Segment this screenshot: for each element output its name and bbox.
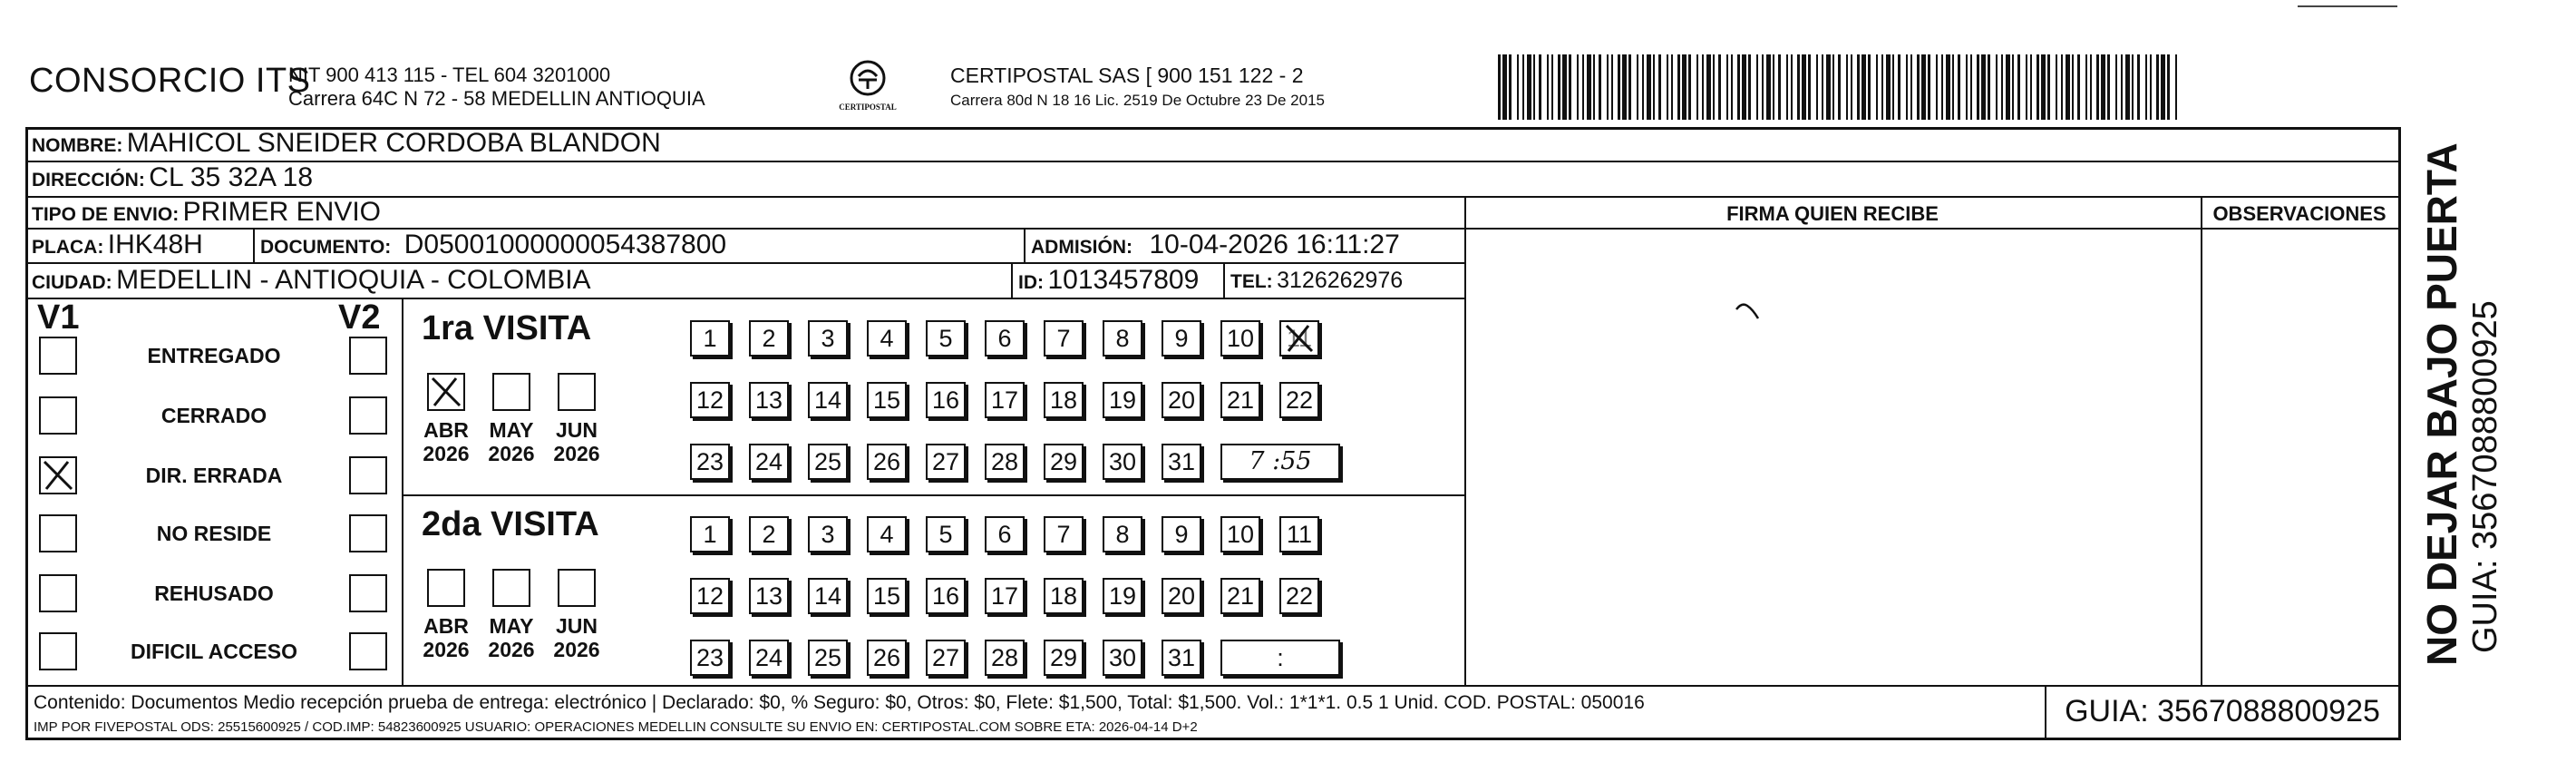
barcode-bar <box>2096 54 2099 120</box>
first-visit-day-20[interactable]: 20 <box>1162 382 1201 418</box>
direccion-label: DIRECCIÓN: <box>32 170 145 191</box>
second-visit-day-16[interactable]: 16 <box>926 578 966 614</box>
barcode-bar <box>1970 54 1972 120</box>
barcode-bar <box>1618 54 1620 120</box>
second-visit-day-28[interactable]: 28 <box>985 640 1025 676</box>
barcode-bar <box>1748 54 1751 120</box>
second-visit-month-box-may[interactable] <box>492 569 530 607</box>
id-cell <box>1018 265 1199 296</box>
barcode-bar <box>1966 54 1968 120</box>
barcode-bar <box>2132 54 2134 120</box>
barcode-bar <box>1702 54 1704 120</box>
second-visit-day-8[interactable]: 8 <box>1103 516 1142 552</box>
barcode-bar <box>1658 54 1661 120</box>
barcode-bar <box>2030 54 2032 120</box>
barcode-bar <box>1786 54 1788 120</box>
barcode-bar <box>1682 54 1687 120</box>
barcode-bar <box>2107 54 2110 120</box>
barcode-bar <box>1731 54 1733 120</box>
first-visit-day-13[interactable]: 13 <box>749 382 789 418</box>
admision-value: 10-04-2026 16:11:27 <box>1149 230 1400 259</box>
first-visit-day-25[interactable]: 25 <box>808 444 848 480</box>
barcode-bar <box>1647 54 1651 120</box>
second-visit-day-30[interactable]: 30 <box>1103 640 1142 676</box>
barcode-bar <box>1868 54 1871 120</box>
second-visit-day-29[interactable]: 29 <box>1044 640 1084 676</box>
barcode-bar <box>1928 54 1930 120</box>
barcode-bar <box>1517 54 1519 120</box>
barcode-bar <box>1936 54 1938 120</box>
barcode-bar <box>2056 54 2057 120</box>
barcode-bar <box>1742 54 1746 120</box>
v1-label: V1 <box>37 298 80 337</box>
first-visit-day-18[interactable]: 18 <box>1044 382 1084 418</box>
v2-checkbox-dir-errada[interactable] <box>349 456 387 494</box>
first-visit-day-4[interactable]: 4 <box>867 320 907 357</box>
second-visit-month-label-jun <box>549 614 605 661</box>
placa-value: IHK48H <box>107 230 203 259</box>
barcode-bar <box>1539 54 1541 120</box>
second-visit-month-year: 2026 <box>423 638 470 661</box>
carrier-logo <box>836 58 899 112</box>
company-name: CONSORCIO ITS <box>29 62 311 100</box>
admision-cell <box>1031 230 1400 260</box>
v1-checkbox-dir-errada[interactable] <box>39 456 77 494</box>
barcode-bar <box>1599 54 1601 120</box>
documento-label: DOCUMENTO: <box>260 237 392 258</box>
second-visit-day-4[interactable]: 4 <box>867 516 907 552</box>
barcode-bar <box>1533 54 1535 120</box>
barcode-bar <box>2121 54 2123 120</box>
id-label: ID: <box>1018 272 1044 293</box>
first-visit-day-6[interactable]: 6 <box>985 320 1025 357</box>
barcode-bar <box>1802 54 1806 120</box>
barcode-bar <box>2150 54 2152 120</box>
barcode-bar <box>2090 54 2092 120</box>
second-visit-label: 2da VISITA <box>422 505 599 543</box>
first-visit-day-30[interactable]: 30 <box>1103 444 1142 480</box>
second-visit-day-27[interactable]: 27 <box>926 640 966 676</box>
side-warning: NO DEJAR BAJO PUERTA <box>2418 142 2465 666</box>
first-visit-day-15[interactable]: 15 <box>867 382 907 418</box>
v2-checkbox-entregado[interactable] <box>349 337 387 375</box>
barcode-bar <box>2156 54 2159 120</box>
carrier-name: CERTIPOSTAL SAS [ 900 151 122 - 2 <box>950 64 1304 87</box>
barcode-bar <box>2175 54 2177 120</box>
second-visit-day-2[interactable]: 2 <box>749 516 789 552</box>
company-nit-tel: NIT 900 413 115 - TEL 604 3201000 <box>288 64 611 86</box>
barcode-bar <box>1876 54 1878 120</box>
second-visit-month-year: 2026 <box>553 638 600 661</box>
ciudad-value: MEDELLIN - ANTIOQUIA - COLOMBIA <box>116 265 591 295</box>
signature-mark <box>1733 298 1764 326</box>
company-info <box>288 64 705 111</box>
first-visit-month-year: 2026 <box>553 442 600 465</box>
v2-checkbox-no-reside[interactable] <box>349 514 387 552</box>
barcode-bar <box>1846 54 1848 120</box>
first-visit-day-1[interactable]: 1 <box>690 320 730 357</box>
first-visit-day-23[interactable]: 23 <box>690 444 730 480</box>
barcode-bar <box>1898 54 1900 120</box>
status-label-cerrado: CERRADO <box>160 404 267 427</box>
barcode-bar <box>2101 54 2105 120</box>
second-visit-day-22[interactable]: 22 <box>1279 578 1319 614</box>
barcode-bar <box>1906 54 1908 120</box>
barcode-bar <box>1886 54 1891 120</box>
barcode-bar <box>2125 54 2130 120</box>
direccion-row <box>32 162 313 193</box>
first-visit-day-11[interactable]: 11 <box>1279 320 1319 357</box>
barcode-bar <box>1977 54 1979 120</box>
barcode-bar <box>1778 54 1781 120</box>
documento-value: D05001000000054387800 <box>403 230 727 259</box>
second-visit-day-25[interactable]: 25 <box>808 640 848 676</box>
firma-label: FIRMA QUIEN RECIBE <box>1726 202 1939 225</box>
first-visit-day-5[interactable]: 5 <box>926 320 966 357</box>
second-visit-month-box-abr[interactable] <box>427 569 465 607</box>
ciudad-cell <box>32 265 591 296</box>
second-visit-month-name: ABR <box>423 614 469 638</box>
barcode-bar <box>1981 54 1986 120</box>
barcode-bar <box>1996 54 1998 120</box>
barcode-bar <box>1917 54 1920 120</box>
second-visit-day-23[interactable]: 23 <box>690 640 730 676</box>
barcode-bar <box>1946 54 1950 120</box>
first-visit-month-year: 2026 <box>423 442 470 465</box>
barcode-bar <box>1611 54 1613 120</box>
v1-checkbox-cerrado[interactable] <box>39 396 77 435</box>
second-visit-month-label-abr <box>418 614 474 661</box>
barcode-bar <box>1569 54 1571 120</box>
barcode-bar <box>1622 54 1627 120</box>
footer-guia: GUIA: 3567088800925 <box>2065 694 2380 728</box>
tipo-envio-label: TIPO DE ENVIO: <box>32 204 180 225</box>
second-visit-month-year: 2026 <box>488 638 535 661</box>
barcode-bar <box>1808 54 1811 120</box>
status-label-dir-errada: DIR. ERRADA <box>145 464 283 487</box>
barcode-bar <box>1921 54 1926 120</box>
first-visit-month-name: MAY <box>489 418 534 442</box>
barcode-bar <box>1816 54 1818 120</box>
second-visit-day-12[interactable]: 12 <box>690 578 730 614</box>
barcode-bar <box>1582 54 1584 120</box>
barcode-bar <box>1941 54 1943 120</box>
first-visit-time-field[interactable]: 7 :55 <box>1220 444 1340 480</box>
barcode-bar <box>1713 54 1715 120</box>
barcode-bar <box>1892 54 1894 120</box>
second-visit-day-17[interactable]: 17 <box>985 578 1025 614</box>
first-visit-day-24[interactable]: 24 <box>749 444 789 480</box>
imp-text: IMP POR FIVEPOSTAL ODS: 25515600925 / COD.IMP: 54823600925 USUARIO: OPERACIONES MEDELLIN CONSULTE SU ENVIO EN: CERTIPOSTAL.COM SOBRE ETA: 2026-04-14 D+2 <box>34 719 1198 735</box>
barcode-bar <box>1958 54 1960 120</box>
first-visit-day-16[interactable]: 16 <box>926 382 966 418</box>
barcode-bar <box>1762 54 1764 120</box>
v1-checkbox-rehusado[interactable] <box>39 574 77 612</box>
carrier-logo-icon <box>848 58 888 98</box>
status-label-entregado: ENTREGADO <box>147 344 281 367</box>
placa-cell <box>32 230 203 260</box>
second-visit-day-10[interactable]: 10 <box>1220 516 1260 552</box>
barcode-bar <box>1667 54 1668 120</box>
first-visit-month-name: ABR <box>423 418 469 442</box>
barcode-bar <box>2161 54 2165 120</box>
v2-label: V2 <box>338 298 381 337</box>
barcode-bar <box>1822 54 1823 120</box>
shipping-label <box>25 127 2401 740</box>
barcode-bar <box>1791 54 1793 120</box>
barcode-bar <box>1653 54 1655 120</box>
barcode-bar <box>1718 54 1721 120</box>
v1-checkbox-dificil-acceso[interactable] <box>39 632 77 670</box>
barcode-bar <box>2115 54 2117 120</box>
nombre-value: MAHICOL SNEIDER CORDOBA BLANDON <box>126 128 661 158</box>
tel-value: 3126262976 <box>1277 268 1404 293</box>
contenido-text: Contenido: Documentos Medio recepción prueba de entrega: electrónico | Declarado: $0, % Seguro: $0, Otros: $0, Flete: $1,500, Total: $1,500. Vol.: 1*1*1. 0.5 1 Unid. COD. POSTAL: 050016 <box>34 692 1645 713</box>
barcode-bar <box>1593 54 1595 120</box>
first-visit-month-box-abr[interactable] <box>427 373 465 411</box>
barcode-bar <box>1607 54 1609 120</box>
barcode-bar <box>1737 54 1740 120</box>
second-visit-day-19[interactable]: 19 <box>1103 578 1142 614</box>
first-visit-day-8[interactable]: 8 <box>1103 320 1142 357</box>
carrier-license: Carrera 80d N 18 16 Lic. 2519 De Octubre 23 De 2015 <box>950 92 1325 109</box>
barcode-bar <box>1952 54 1954 120</box>
barcode-bar <box>2072 54 2074 120</box>
barcode-bar <box>1527 54 1531 120</box>
tipo-envio-value: PRIMER ENVIO <box>182 197 382 227</box>
x-mark-icon <box>429 375 463 409</box>
v2-checkbox-dificil-acceso[interactable] <box>349 632 387 670</box>
first-visit-month-label-jun <box>549 418 605 465</box>
barcode-bar <box>1706 54 1711 120</box>
barcode-bar <box>1509 54 1512 120</box>
barcode-bar <box>1773 54 1774 120</box>
barcode-bar <box>1838 54 1841 120</box>
barcode-bar <box>1498 54 1501 120</box>
barcode-bar <box>2006 54 2010 120</box>
barcode-bar <box>1881 54 1883 120</box>
barcode-bar <box>1756 54 1758 120</box>
nombre-row <box>32 128 661 159</box>
barcode-bar <box>2061 54 2063 120</box>
first-visit-label: 1ra VISITA <box>422 309 592 347</box>
barcode-bar <box>1547 54 1549 120</box>
second-visit-day-9[interactable]: 9 <box>1162 516 1201 552</box>
first-visit-day-22[interactable]: 22 <box>1279 382 1319 418</box>
first-visit-day-9[interactable]: 9 <box>1162 320 1201 357</box>
first-visit-day-7[interactable]: 7 <box>1044 320 1084 357</box>
barcode-bar <box>1587 54 1591 120</box>
barcode-bar <box>1628 54 1631 120</box>
second-visit-day-7[interactable]: 7 <box>1044 516 1084 552</box>
barcode-bar <box>2041 54 2046 120</box>
barcode-bar <box>1551 54 1553 120</box>
company-address: Carrera 64C N 72 - 58 MEDELLIN ANTIOQUIA <box>288 87 705 110</box>
barcode-bar <box>2145 54 2147 120</box>
first-visit-day-21[interactable]: 21 <box>1220 382 1260 418</box>
first-visit-day-2[interactable]: 2 <box>749 320 789 357</box>
barcode-bar <box>1857 54 1860 120</box>
first-visit-day-10[interactable]: 10 <box>1220 320 1260 357</box>
v1-checkbox-entregado[interactable] <box>39 337 77 375</box>
carrier-info <box>950 64 1325 110</box>
barcode-bar <box>1726 54 1728 120</box>
barcode-bar <box>1688 54 1691 120</box>
barcode-bar <box>1502 54 1507 120</box>
first-visit-day-19[interactable]: 19 <box>1103 382 1142 418</box>
status-label-dificil-acceso: DIFICIL ACCESO <box>130 640 297 663</box>
v2-checkbox-rehusado[interactable] <box>349 574 387 612</box>
tel-label: TEL: <box>1230 271 1273 292</box>
first-visit-month-year: 2026 <box>488 442 535 465</box>
second-visit-day-14[interactable]: 14 <box>808 578 848 614</box>
first-visit-day-29[interactable]: 29 <box>1044 444 1084 480</box>
barcode-bar <box>1562 54 1567 120</box>
barcode-bar <box>1851 54 1852 120</box>
placa-label: PLACA: <box>32 237 104 258</box>
second-visit-month-label-may <box>483 614 540 661</box>
barcode-bar <box>1637 54 1638 120</box>
id-value: 1013457809 <box>1047 265 1200 295</box>
second-visit-day-5[interactable]: 5 <box>926 516 966 552</box>
first-visit-day-17[interactable]: 17 <box>985 382 1025 418</box>
observaciones-label: OBSERVACIONES <box>2212 202 2386 225</box>
status-label-no-reside: NO RESIDE <box>156 522 272 545</box>
tel-cell <box>1230 268 1403 294</box>
direccion-value: CL 35 32A 18 <box>149 162 313 192</box>
first-visit-day-27[interactable]: 27 <box>926 444 966 480</box>
barcode-bar <box>1677 54 1680 120</box>
barcode-bar <box>1642 54 1644 120</box>
barcode-bar <box>2001 54 2003 120</box>
barcode-bar <box>2066 54 2070 120</box>
status-label-rehusado: REHUSADO <box>154 582 274 605</box>
barcode-bar <box>1797 54 1800 120</box>
admision-label: ADMISIÓN: <box>1031 237 1132 258</box>
second-visit-month-name: JUN <box>555 614 598 638</box>
barcode-bar <box>1988 54 1990 120</box>
barcode-bar <box>2017 54 2020 120</box>
first-visit-day-12[interactable]: 12 <box>690 382 730 418</box>
barcode-image <box>1498 54 2183 120</box>
barcode-bar <box>1862 54 1866 120</box>
barcode-bar <box>2085 54 2087 120</box>
first-visit-day-31[interactable]: 31 <box>1162 444 1201 480</box>
barcode-bar <box>1558 54 1560 120</box>
first-visit-month-box-may[interactable] <box>492 373 530 411</box>
second-visit-month-box-jun[interactable] <box>558 569 596 607</box>
barcode-bar <box>1696 54 1698 120</box>
carrier-logo-text: CERTIPOSTAL <box>839 103 897 112</box>
first-visit-day-3[interactable]: 3 <box>808 320 848 357</box>
barcode-bar <box>2047 54 2050 120</box>
ciudad-label: CIUDAD: <box>32 272 112 293</box>
barcode-bar <box>2077 54 2080 120</box>
second-visit-day-20[interactable]: 20 <box>1162 578 1201 614</box>
x-mark-icon <box>41 458 75 493</box>
barcode-bar <box>1766 54 1771 120</box>
barcode-bar <box>2137 54 2140 120</box>
barcode-bar <box>1522 54 1524 120</box>
second-visit-day-24[interactable]: 24 <box>749 640 789 676</box>
top-rule <box>2298 5 2397 7</box>
v1-checkbox-no-reside[interactable] <box>39 514 77 552</box>
first-visit-month-label-may <box>483 418 540 465</box>
first-visit-month-label-abr <box>418 418 474 465</box>
first-visit-day-28[interactable]: 28 <box>985 444 1025 480</box>
barcode-bar <box>2167 54 2170 120</box>
second-visit-month-name: MAY <box>489 614 534 638</box>
first-visit-day-14[interactable]: 14 <box>808 382 848 418</box>
documento-cell <box>260 230 726 260</box>
second-visit-day-6[interactable]: 6 <box>985 516 1025 552</box>
second-visit-day-26[interactable]: 26 <box>867 640 907 676</box>
barcode-bar <box>2036 54 2039 120</box>
barcode-bar <box>1832 54 1834 120</box>
second-visit-day-21[interactable]: 21 <box>1220 578 1260 614</box>
second-visit-time-field[interactable]: : <box>1220 640 1340 676</box>
v2-checkbox-cerrado[interactable] <box>349 396 387 435</box>
second-visit-day-15[interactable]: 15 <box>867 578 907 614</box>
second-visit-day-3[interactable]: 3 <box>808 516 848 552</box>
second-visit-day-1[interactable]: 1 <box>690 516 730 552</box>
first-visit-month-box-jun[interactable] <box>558 373 596 411</box>
tipo-envio-row <box>32 197 381 228</box>
second-visit-day-13[interactable]: 13 <box>749 578 789 614</box>
first-visit-month-name: JUN <box>555 418 598 442</box>
second-visit-day-31[interactable]: 31 <box>1162 640 1201 676</box>
barcode-bar <box>1671 54 1673 120</box>
x-mark-icon <box>1281 322 1317 355</box>
barcode-bar <box>1910 54 1912 120</box>
side-guia: GUIA: 3567088800925 <box>2466 300 2504 653</box>
first-visit-day-26[interactable]: 26 <box>867 444 907 480</box>
barcode-bar <box>2026 54 2027 120</box>
barcode-bar <box>1826 54 1831 120</box>
barcode-bar <box>2012 54 2014 120</box>
barcode-bar <box>1577 54 1579 120</box>
second-visit-day-18[interactable]: 18 <box>1044 578 1084 614</box>
second-visit-day-11[interactable]: 11 <box>1279 516 1319 552</box>
nombre-label: NOMBRE: <box>32 135 123 156</box>
